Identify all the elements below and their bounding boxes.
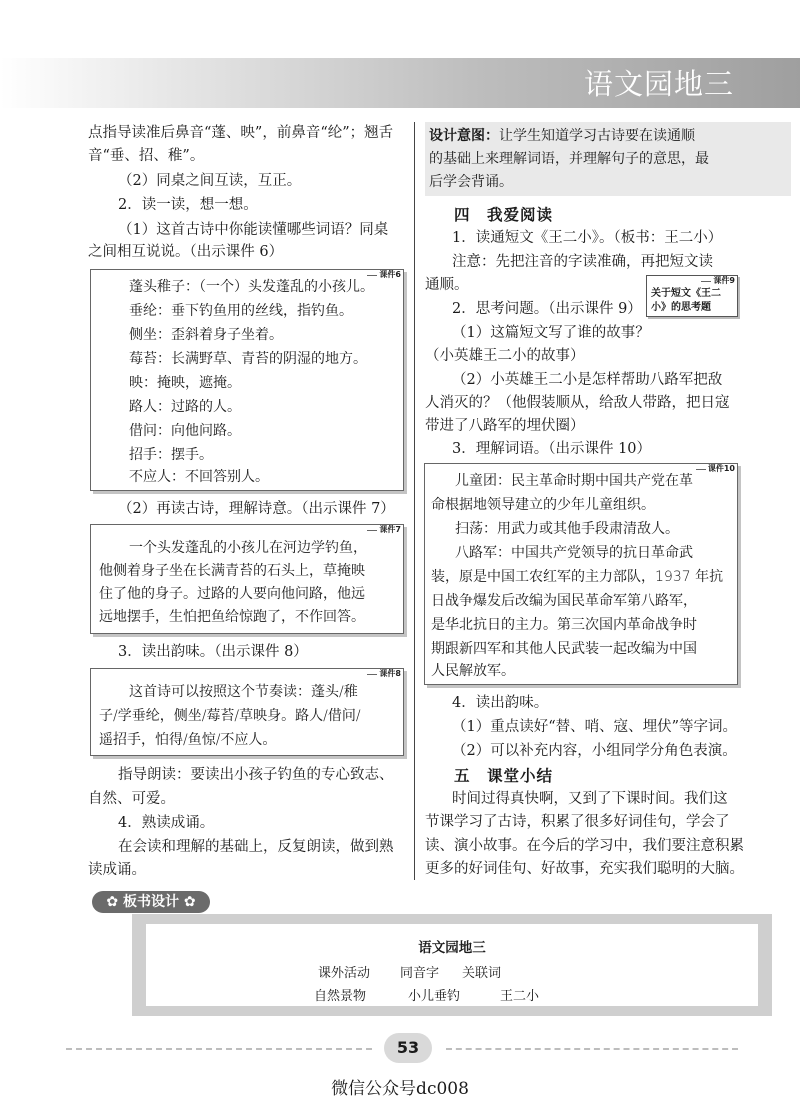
step-heading: 4．读出韵味。	[452, 695, 549, 711]
rhythm-line: 这首诗可以按照这个节奏读：蓬头/稚	[129, 684, 358, 700]
text-line: 节课学习了古诗，积累了很多好词佳句，学会了	[425, 814, 730, 830]
step-heading: 1．读通短文《王二小》。（板书：王二小）	[452, 230, 723, 246]
footer-divider-right	[446, 1048, 738, 1050]
text-line: 自然、可爱。	[88, 791, 175, 807]
text-line: （小英雄王二小的故事）	[425, 348, 585, 364]
step-heading: 3．理解词语。（出示课件 10）	[452, 441, 652, 457]
section-heading-5: 五 课堂小结	[454, 767, 554, 785]
text-line: 带进了八路军的埋伏圈）	[425, 418, 585, 434]
vocab-line: 莓苔：长满野草、青苔的阴湿的地方。	[129, 351, 367, 367]
design-intent-line: 后学会背诵。	[429, 174, 513, 190]
poem-meaning-line: 住了他的身子。过路的人要向他问路，他远	[99, 586, 365, 602]
text-line: （2）可以补充内容，小组同学分角色表演。	[452, 743, 737, 759]
step-heading: 2．读一读，想一想。	[118, 197, 258, 213]
text-line: （2）同桌之间互读，互正。	[118, 173, 302, 189]
page-number: 53	[384, 1033, 432, 1063]
text-line: （2）小英雄王二小是怎样帮助八路军把敌	[452, 372, 723, 388]
board-item: 课外活动	[318, 966, 371, 981]
vocab-line: 路人：过路的人。	[129, 399, 241, 415]
board-item: 自然景物	[314, 989, 367, 1004]
text-line: 读成诵。	[88, 862, 146, 878]
section-title: 语文园地三	[583, 67, 734, 101]
vocab-line: 装，原是中国工农红军的主力部队，1937 年抗	[431, 569, 724, 585]
board-item: 小儿垂钓	[408, 989, 461, 1004]
poem-meaning-line: 一个头发蓬乱的小孩儿在河边学钓鱼，	[129, 540, 367, 556]
courseware-tag: 课件10	[707, 464, 735, 473]
vocab-line: 人民解放军。	[431, 663, 515, 679]
courseware-box-6	[90, 269, 404, 491]
board-design-label: ✿ 板书设计 ✿	[92, 891, 210, 913]
design-intent-label: 设计意图：	[429, 128, 499, 144]
rhythm-line: 遥招手，怕得/鱼惊/不应人。	[99, 732, 277, 748]
vocab-line: 命根据地领导建立的少年儿童组织。	[431, 497, 655, 513]
poem-meaning-line: 他侧着身子坐在长满青苔的石头上，草掩映	[99, 563, 365, 579]
column-divider	[414, 122, 415, 880]
vocab-line: 期跟新四军和其他人民武装一起改编为中国	[431, 641, 697, 657]
text-line: （2）再读古诗，理解诗意。（出示课件 7）	[118, 501, 395, 517]
text-line: 音“垂、招、稚”。	[88, 148, 205, 164]
vocab-line: 侧坐：歪斜着身子坐着。	[129, 327, 283, 343]
text-line: 读、演小故事。在今后的学习中，我们要注意积累	[425, 838, 744, 854]
vocab-line: 儿童团：民主革命时期中国共产党在革	[455, 473, 693, 489]
section-heading-4: 四 我爱阅读	[454, 206, 554, 224]
courseware-box-7	[90, 524, 404, 634]
courseware-tag: 课件8	[379, 669, 401, 678]
vocab-line: 日战争爆发后改编为国民革命军第八路军，	[431, 593, 697, 609]
text-line: 人消灭的？（他假装顺从，给敌人带路，把日寇	[425, 395, 730, 411]
text-line: 之间相互说说。（出示课件 6）	[88, 244, 284, 260]
text-line: （1）这首古诗中你能读懂哪些词语？同桌	[118, 222, 389, 238]
text-line: 时间过得真快啊，又到了下课时间。我们这	[452, 791, 728, 807]
text-line: 更多的好词佳句、好故事，充实我们聪明的大脑。	[425, 861, 744, 877]
courseware-tag: 课件9	[713, 276, 735, 285]
rhythm-line: 子/学垂纶，侧坐/莓苔/草映身。路人/借问/	[99, 708, 361, 724]
design-intent-line: 的基础上来理解词语，并理解句子的意思，最	[429, 151, 709, 167]
side-note-line: 小》的思考题	[651, 302, 711, 313]
text-line: 指导朗读：要读出小孩子钓鱼的专心致志、	[118, 767, 394, 783]
poem-meaning-line: 远地摆手，生怕把鱼给惊跑了，不作回答。	[99, 609, 365, 625]
vocab-line: 蓬头稚子：（一个）头发蓬乱的小孩儿。	[129, 279, 374, 295]
footer-divider-left	[66, 1048, 372, 1050]
vocab-line: 八路军：中国共产党领导的抗日革命武	[455, 545, 693, 561]
step-heading: 3．读出韵味。（出示课件 8）	[118, 644, 308, 660]
vocab-line: 映：掩映，遮掩。	[129, 375, 241, 391]
text-line: 点指导读准后鼻音“蓬、映”，前鼻音“纶”；翘舌	[88, 125, 394, 141]
vocab-line: 不应人：不回答别人。	[129, 469, 269, 485]
design-intent-line	[429, 125, 695, 147]
text-line: （1）重点读好“替、哨、寇、埋伏”等字词。	[452, 719, 738, 735]
vocab-line: 借问：向他问路。	[129, 423, 241, 439]
watermark-text: 微信公众号dc008	[331, 1079, 469, 1099]
courseware-box-8	[90, 668, 404, 756]
design-intent-box	[425, 122, 791, 196]
text-line: 通顺。	[425, 277, 469, 293]
vocab-line: 是华北抗日的主力。第三次国内革命战争时	[431, 617, 697, 633]
courseware-tag: 课件7	[379, 525, 401, 534]
board-item: 王二小	[500, 989, 540, 1004]
side-note-text	[651, 287, 721, 315]
text-line: 注意：先把注音的字读准确，再把短文读	[452, 254, 713, 270]
vocab-line: 扫荡：用武力或其他手段肃清敌人。	[455, 521, 679, 537]
board-content	[146, 924, 758, 1006]
board-item: 关联词	[462, 966, 502, 981]
board-title: 语文园地三	[418, 940, 486, 956]
courseware-tag: 课件6	[379, 270, 401, 279]
text-line: （1）这篇短文写了谁的故事？	[452, 325, 650, 341]
board-item: 同音字	[400, 966, 440, 981]
design-intent-text: 让学生知道学习古诗要在读通顺	[499, 128, 695, 144]
vocab-line: 招手：摆手。	[129, 447, 213, 463]
courseware-side-note-9	[646, 275, 738, 317]
courseware-box-10	[424, 463, 738, 685]
side-note-line: 关于短文《王二	[651, 288, 721, 299]
text-line: 在会读和理解的基础上，反复朗读，做到熟	[118, 839, 394, 855]
step-heading: 2．思考问题。（出示课件 9）	[452, 301, 642, 317]
vocab-line: 垂纶：垂下钓鱼用的丝线，指钓鱼。	[129, 303, 353, 319]
step-heading: 4．熟读成诵。	[118, 815, 215, 831]
